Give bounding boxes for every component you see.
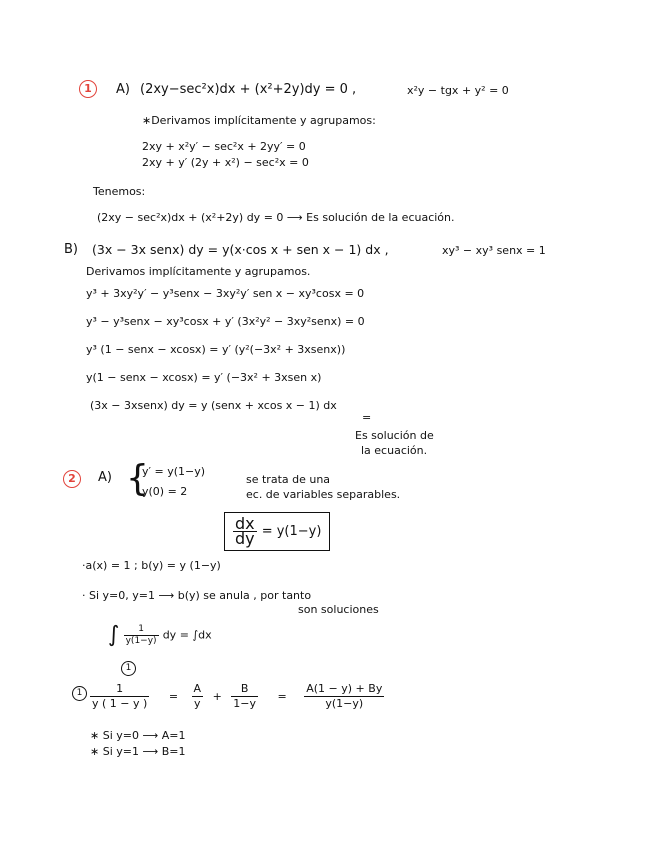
problem-2a-si-line-1: · Si y=0, y=1 ⟶ b(y) se anula , por tanto <box>82 589 312 602</box>
problem-1b-implicit: xy³ − xy³ senx = 1 <box>442 244 546 257</box>
problem-1b-equation: (3x − 3x senx) dy = y(x·cos x + sen x − 1) dx , <box>92 242 389 257</box>
problem-1a-equation: (2xy−sec²x)dx + (x²+2y)dy = 0 , <box>140 82 357 97</box>
pf-lhs-den: y ( 1 − y ) <box>92 697 148 710</box>
problem-1b-conclusion-2: la ecuación. <box>361 444 428 457</box>
pf-term-a <box>192 682 204 711</box>
problem-1b-line-5: (3x − 3xsenx) dy = y (senx + xcos x − 1) dx <box>90 399 337 412</box>
pf-a-den: y <box>194 697 201 710</box>
partial-fraction-line <box>90 682 384 711</box>
problem-1b-label: B) <box>64 242 78 257</box>
problem-2a-system-1: y′ = y(1−y) <box>142 465 206 478</box>
pf-b-num: B <box>231 682 258 697</box>
problem-1a-line-2: 2xy + y′ (2y + x²) − sec²x = 0 <box>142 156 309 169</box>
boxed-fraction <box>233 514 257 548</box>
problem-1a-implicit: x²y − tgx + y² = 0 <box>407 84 509 97</box>
integral-expression <box>108 624 212 647</box>
pf-lhs-num: 1 <box>90 682 149 697</box>
problem-1b-step-title: Derivamos implícitamente y agrupamos. <box>86 265 311 278</box>
double-underline-mark: = <box>362 411 372 424</box>
system-brace: { <box>126 458 149 499</box>
problem-2a-label: A) <box>98 470 112 485</box>
case-2: ∗ Si y=1 ⟶ B=1 <box>90 745 186 758</box>
problem-1b-line-2: y³ − y³senx − xy³cosx + y′ (3x²y² − 3xy²senx) = 0 <box>86 315 365 328</box>
pf-lhs <box>90 682 149 711</box>
integral-rest: dy = ∫dx <box>162 628 212 642</box>
partial-fraction-marker: 1 <box>72 686 87 701</box>
boxed-denominator: dy <box>235 529 255 548</box>
integral-fraction <box>124 624 159 647</box>
problem-1a-tenemos: Tenemos: <box>93 185 146 198</box>
problem-1a-label: A) <box>116 82 130 97</box>
pf-equals-2: = <box>277 689 287 703</box>
pf-term-b <box>231 682 258 711</box>
pf-rhs <box>304 682 384 711</box>
problem-1a-step-title: ∗Derivamos implícitamente y agrupamos: <box>142 114 376 127</box>
problem-1b-conclusion-1: Es solución de <box>355 429 434 442</box>
problem-2-number: 2 <box>63 470 81 488</box>
problem-1a-line-1: 2xy + x²y′ − sec²x + 2yy′ = 0 <box>142 140 306 153</box>
pf-rhs-den: y(1−y) <box>325 697 364 710</box>
boxed-equation <box>224 512 330 551</box>
problem-2a-note-1: se trata de una <box>246 473 331 486</box>
pf-b-den: 1−y <box>233 697 257 710</box>
problem-1b-line-4: y(1 − senx − xcosx) = y′ (−3x² + 3xsen x) <box>86 371 322 384</box>
problem-1b-line-3: y³ (1 − senx − xcosx) = y′ (y²(−3x² + 3xsenx)) <box>86 343 346 356</box>
problem-2a-note-2: ec. de variables separables. <box>246 488 401 501</box>
pf-equals-1: = <box>168 689 179 703</box>
boxed-numerator: dx <box>235 514 255 533</box>
integral-numerator: 1 <box>124 624 159 636</box>
boxed-rhs: = y(1−y) <box>261 524 322 539</box>
integral-sign: ∫ <box>108 622 120 648</box>
problem-2a-si-line-2: son soluciones <box>298 603 379 616</box>
case-1: ∗ Si y=0 ⟶ A=1 <box>90 729 186 742</box>
problem-2a-ab-line: ·a(x) = 1 ; b(y) = y (1−y) <box>82 559 221 572</box>
integral-marker: 1 <box>121 661 136 676</box>
pf-a-num: A <box>193 682 202 695</box>
problem-1-number: 1 <box>79 80 97 98</box>
problem-2a-system-2: y(0) = 2 <box>142 485 188 498</box>
problem-1b-line-1: y³ + 3xy²y′ − y³senx − 3xy²y′ sen x − xy³cosx = 0 <box>86 287 365 300</box>
problem-1a-conclusion: (2xy − sec²x)dx + (x²+2y) dy = 0 ⟶ Es solución de la ecuación. <box>97 211 455 224</box>
pf-plus: + <box>212 689 222 703</box>
integral-denominator: y(1−y) <box>125 636 157 646</box>
pf-rhs-num: A(1 − y) + By <box>306 682 383 695</box>
